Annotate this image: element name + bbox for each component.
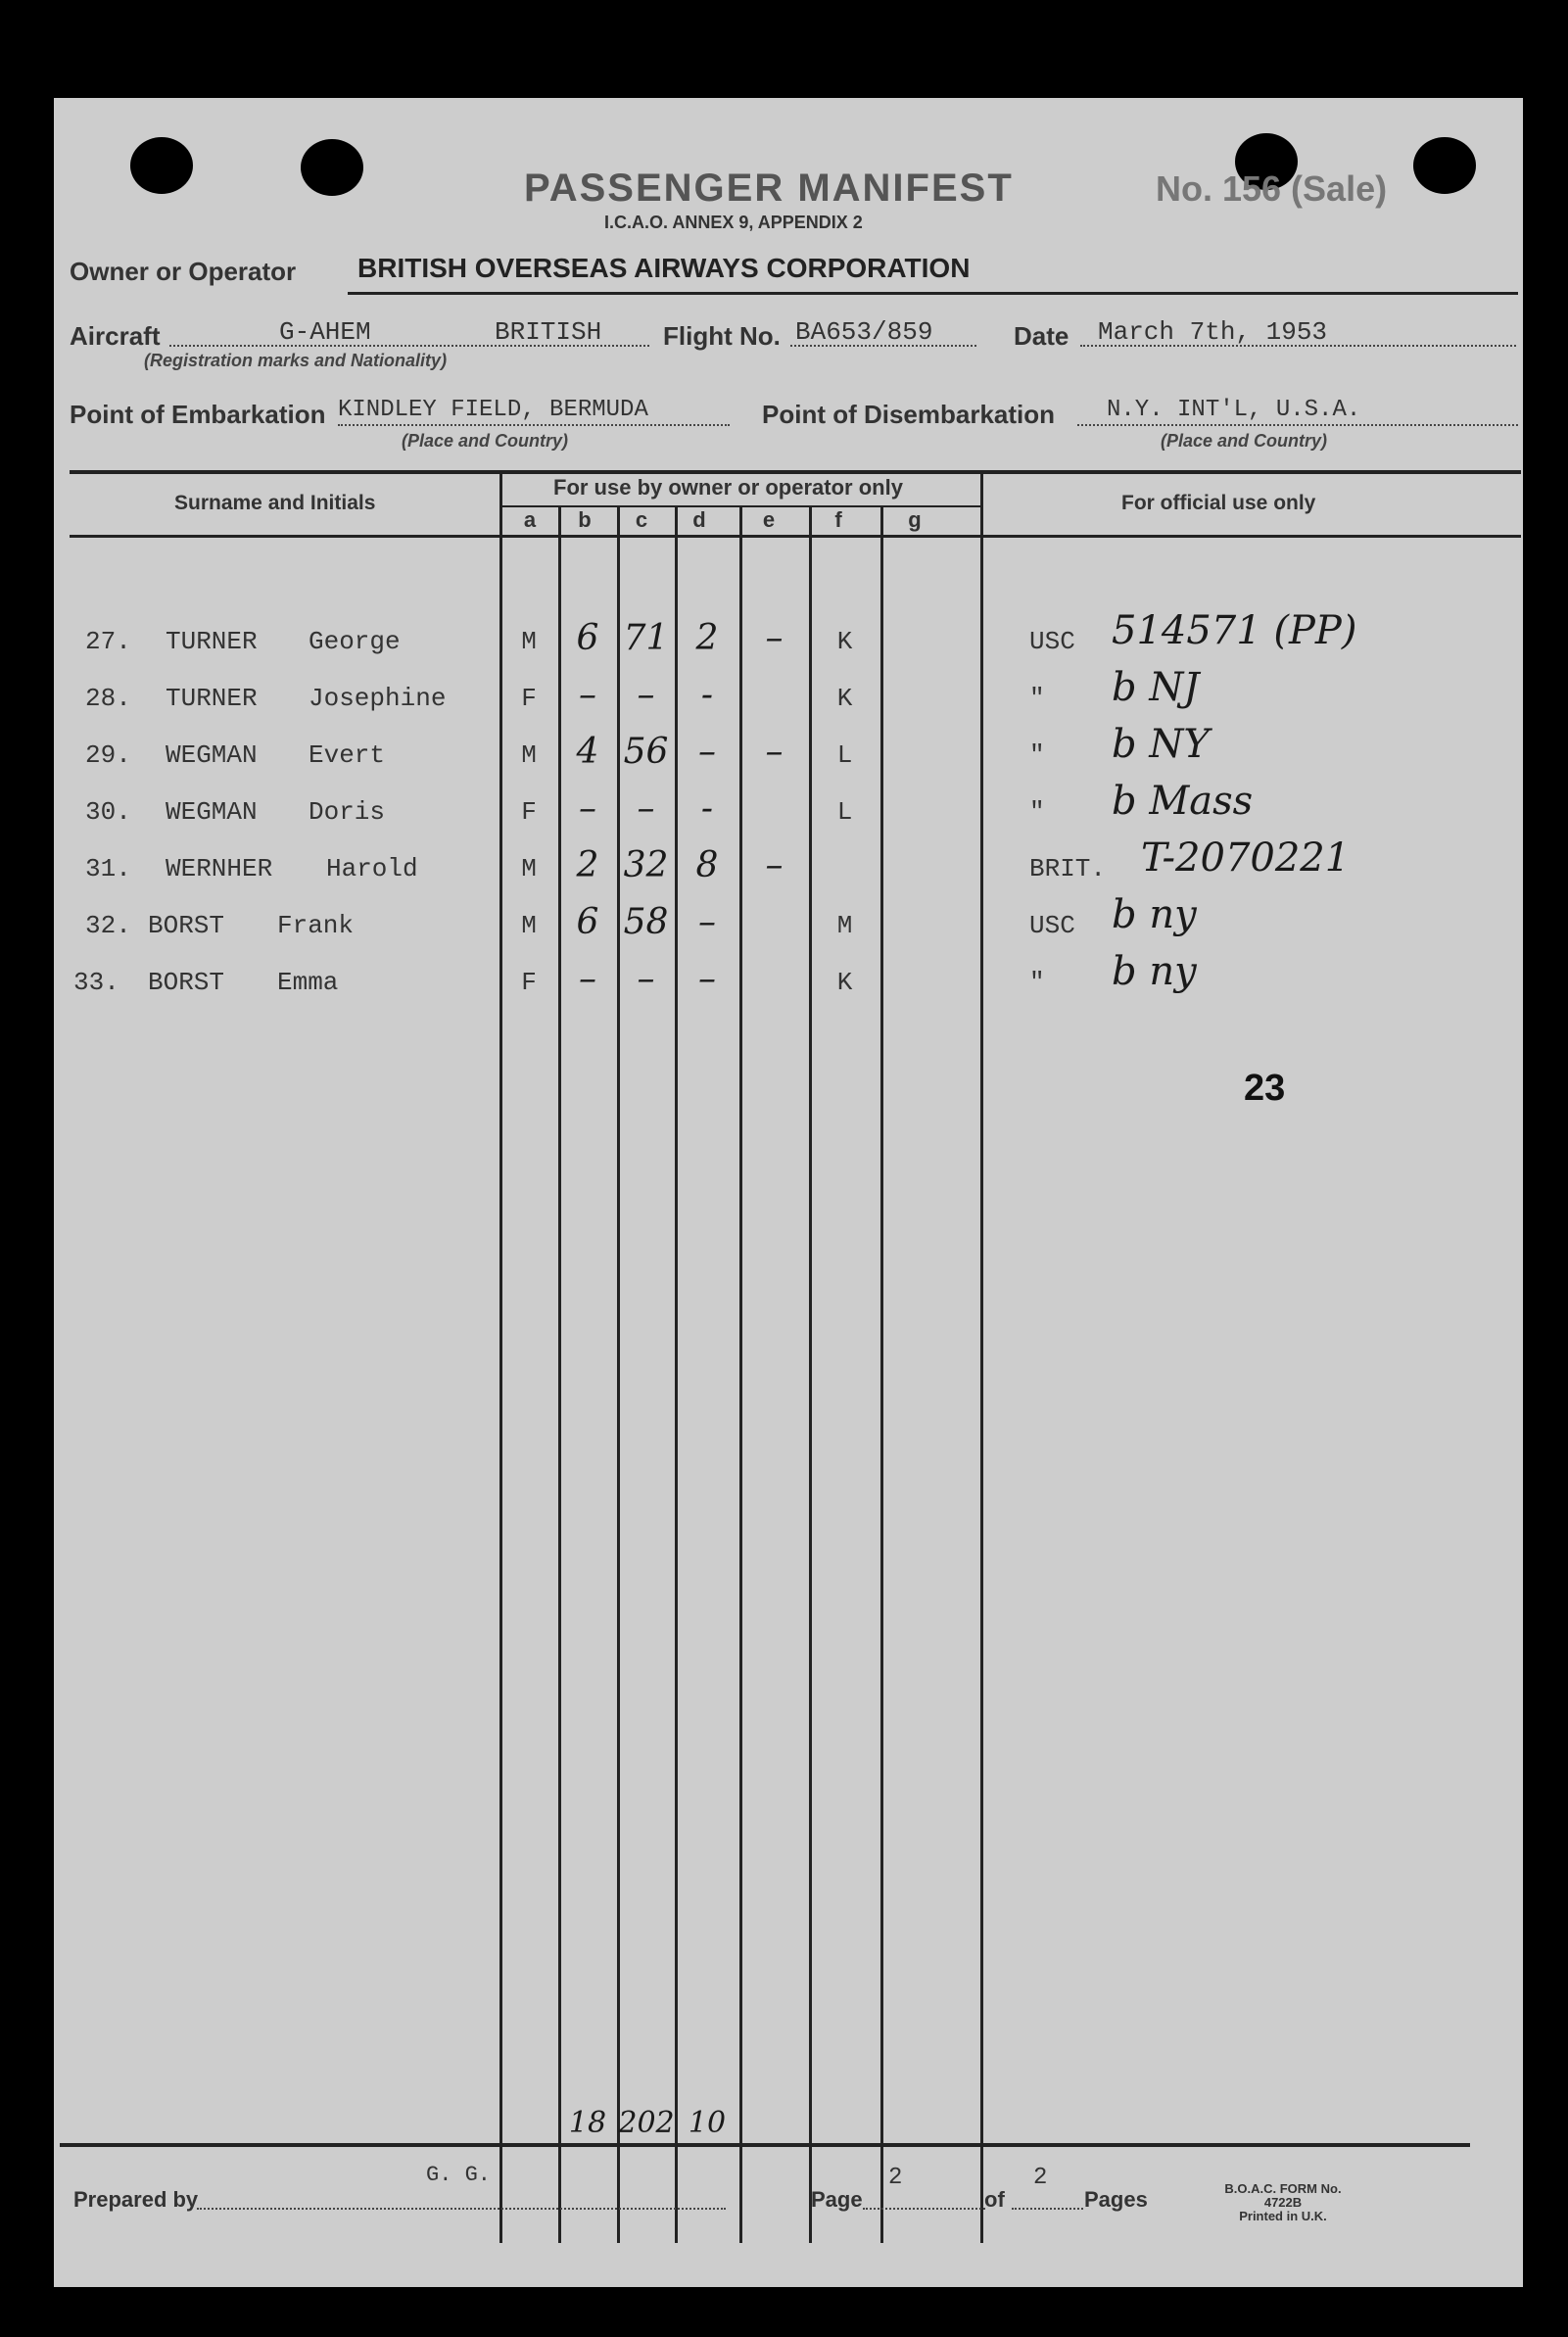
col-e-value: – [765, 732, 784, 772]
passenger-surname: BORST [148, 968, 225, 997]
col-c-value: 58 [623, 902, 669, 942]
col-a-value: M [521, 740, 537, 770]
date-value: March 7th, 1953 [1098, 317, 1328, 347]
form-number-text: B.O.A.C. FORM No. 4722B [1224, 2181, 1342, 2210]
col-d-value: – [698, 902, 716, 942]
passenger-surname: WEGMAN [166, 797, 258, 827]
passenger-first-name: George [309, 627, 401, 656]
page-label: Page [811, 2187, 863, 2212]
flight-label: Flight No. [663, 321, 781, 351]
dotted-line [1080, 345, 1516, 347]
official-handwritten-note: b NY [1112, 722, 1210, 767]
passenger-first-name: Evert [309, 740, 386, 770]
official-handwritten-note: T-2070221 [1141, 835, 1351, 881]
official-code: " [1029, 684, 1045, 713]
col-a-value: M [521, 911, 537, 940]
disembarkation-label: Point of Disembarkation [762, 400, 1056, 429]
row-number: 28. [85, 684, 131, 713]
col-c-value: 56 [623, 732, 669, 772]
dotted-line [863, 2208, 985, 2210]
official-handwritten-note: b NJ [1112, 665, 1200, 710]
col-d-value: – [698, 959, 716, 999]
col-a-header: a [523, 507, 537, 532]
disembarkation-note: (Place and Country) [1161, 431, 1328, 451]
of-label: of [984, 2187, 1005, 2212]
row-number: 30. [85, 797, 131, 827]
passenger-first-name: Josephine [309, 684, 447, 713]
table-header-rule [70, 535, 1521, 538]
col-b-value: – [579, 675, 596, 715]
col-b-value: – [579, 788, 596, 829]
manifest-subtitle: I.C.A.O. ANNEX 9, APPENDIX 2 [604, 213, 863, 232]
row-number: 31. [85, 854, 131, 883]
official-code: " [1029, 968, 1045, 997]
row-number: 32. [85, 911, 131, 940]
col-b-value: 4 [576, 732, 599, 772]
col-c-header: c [635, 507, 648, 532]
dotted-line [790, 345, 976, 347]
owner-use-header: For use by owner or operator only [553, 475, 903, 500]
col-c-value: 32 [623, 845, 669, 885]
official-code: BRIT. [1029, 854, 1107, 883]
col-c-value: – [637, 788, 655, 829]
row-number: 29. [85, 740, 131, 770]
column-rule [499, 472, 502, 2243]
col-c-value: 71 [623, 618, 669, 658]
total-b: 18 [568, 2106, 607, 2140]
dotted-line [338, 424, 730, 426]
col-b-value: 6 [576, 618, 599, 658]
col-e-value: – [765, 618, 784, 658]
aircraft-label: Aircraft [70, 321, 161, 351]
passenger-surname: TURNER [166, 627, 258, 656]
passenger-first-name: Emma [277, 968, 339, 997]
passenger-surname: BORST [148, 911, 225, 940]
col-d-value: 8 [695, 845, 719, 885]
aircraft-registration: G-AHEM [279, 317, 371, 347]
official-code: USC [1029, 911, 1075, 940]
passenger-surname: WEGMAN [166, 740, 258, 770]
official-handwritten-note: b ny [1112, 892, 1197, 937]
flight-value: BA653/859 [795, 317, 933, 347]
total-d: 10 [688, 2106, 727, 2140]
official-handwritten-note: b Mass [1112, 779, 1254, 824]
date-label: Date [1014, 321, 1069, 351]
col-g-header: g [908, 507, 922, 532]
owner-label: Owner or Operator [70, 257, 297, 286]
punch-hole-icon [301, 139, 363, 196]
official-handwritten-note: 514571 (PP) [1112, 608, 1357, 653]
pages-label: Pages [1084, 2187, 1148, 2212]
dotted-line [169, 345, 649, 347]
col-f-value: M [836, 911, 853, 940]
col-d-header: d [692, 507, 706, 532]
aircraft-nationality: BRITISH [495, 317, 602, 347]
official-code: USC [1029, 627, 1075, 656]
official-code: " [1029, 797, 1045, 827]
col-f-value: L [836, 740, 853, 770]
dotted-line [1077, 424, 1518, 426]
embarkation-value: KINDLEY FIELD, BERMUDA [338, 397, 648, 423]
column-rule [980, 472, 983, 2243]
total-c: 202 [618, 2106, 675, 2140]
col-e-value: – [765, 845, 784, 885]
col-f-header: f [834, 507, 842, 532]
col-f-value: K [836, 627, 853, 656]
col-a-value: M [521, 627, 537, 656]
table-bottom-rule [60, 2143, 1470, 2147]
passenger-surname: TURNER [166, 684, 258, 713]
col-c-value: – [637, 675, 655, 715]
col-b-header: b [578, 507, 592, 532]
col-a-value: M [521, 854, 537, 883]
punch-hole-icon [130, 137, 193, 194]
passenger-first-name: Doris [309, 797, 386, 827]
column-rule [880, 507, 883, 2243]
col-d-value: - [700, 788, 714, 829]
passenger-first-name: Harold [326, 854, 418, 883]
col-b-value: 2 [576, 845, 599, 885]
col-c-value: – [637, 959, 655, 999]
divider [348, 292, 1518, 295]
dotted-line [197, 2208, 726, 2210]
table-top-rule [70, 470, 1521, 474]
passenger-surname: WERNHER [166, 854, 273, 883]
owner-value: BRITISH OVERSEAS AIRWAYS CORPORATION [357, 253, 971, 283]
dotted-line [1012, 2208, 1083, 2210]
aircraft-note: (Registration marks and Nationality) [144, 351, 448, 370]
embarkation-label: Point of Embarkation [70, 400, 326, 429]
col-f-value: K [836, 968, 853, 997]
embarkation-note: (Place and Country) [402, 431, 569, 451]
col-f-value: L [836, 797, 853, 827]
col-d-value: 2 [695, 618, 719, 658]
col-a-value: F [521, 797, 537, 827]
official-code: " [1029, 740, 1045, 770]
official-use-header: For official use only [1121, 492, 1316, 514]
manifest-title: PASSENGER MANIFEST [524, 167, 1014, 210]
col-f-value: K [836, 684, 853, 713]
col-e-header: e [762, 507, 776, 532]
manifest-number: No. 156 (Sale) [1156, 168, 1388, 209]
prepared-label: Prepared by [73, 2187, 199, 2212]
page-value: 2 [888, 2165, 903, 2191]
stamp-number: 23 [1244, 1068, 1286, 1109]
col-b-value: 6 [576, 902, 599, 942]
row-number: 33. [73, 968, 119, 997]
punch-hole-icon [1413, 137, 1476, 194]
of-value: 2 [1033, 2165, 1048, 2191]
form-number [1210, 2182, 1356, 2223]
col-a-value: F [521, 684, 537, 713]
disembarkation-value: N.Y. INT'L, U.S.A. [1107, 397, 1361, 423]
official-handwritten-note: b ny [1112, 949, 1197, 994]
prepared-value: G. G. [426, 2163, 492, 2187]
col-d-value: - [700, 675, 714, 715]
manifest-sheet [54, 98, 1523, 2287]
passenger-first-name: Frank [277, 911, 355, 940]
col-d-value: – [698, 732, 716, 772]
printed-in-text: Printed in U.K. [1239, 2209, 1327, 2223]
col-b-value: – [579, 959, 596, 999]
surname-header: Surname and Initials [174, 492, 376, 514]
col-a-value: F [521, 968, 537, 997]
row-number: 27. [85, 627, 131, 656]
